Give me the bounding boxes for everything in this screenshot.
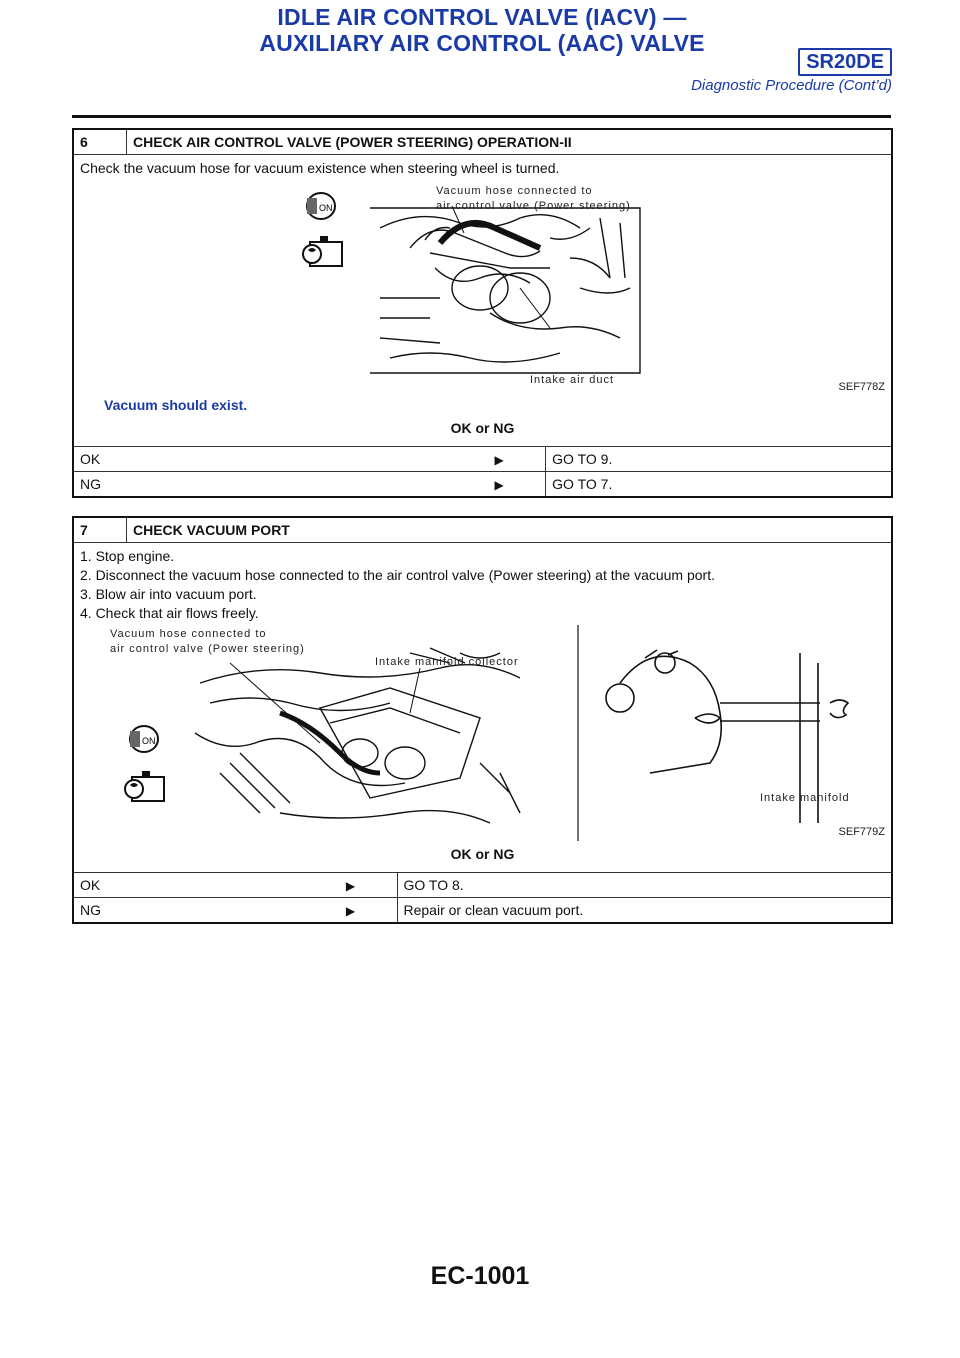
step-6-okng: OK or NG <box>450 420 515 436</box>
svg-text:ON: ON <box>142 736 156 746</box>
title-line-2: AUXILIARY AIR CONTROL (AAC) VALVE <box>259 30 705 56</box>
step-6-table <box>72 128 893 498</box>
step-7-body <box>73 543 892 873</box>
result-arrow-icon: ▶ <box>305 898 398 924</box>
fig6-code: SEF778Z <box>838 381 885 393</box>
step-7-figure <box>80 623 885 841</box>
step-6-note: Vacuum should exist. <box>104 397 248 413</box>
step-6-figure <box>80 178 885 396</box>
step-6-ng-label: NG <box>73 472 453 498</box>
fig6-label-hose-1: Vacuum hose connected to <box>436 185 593 197</box>
step-6-body-row <box>73 155 892 447</box>
step-6-result-ok <box>73 447 892 472</box>
fig7-code: SEF779Z <box>838 826 885 838</box>
engine-running-icon <box>303 236 342 266</box>
step-7-item-2: 2. Disconnect the vacuum hose connected to the air control valve (Power steering) at the vacuum port. <box>80 567 715 583</box>
step-7-result-ng <box>73 898 892 924</box>
step-7-ok-label: OK <box>73 873 305 898</box>
step-7-ng-text: Repair or clean vacuum port. <box>397 898 892 924</box>
title-line-1: IDLE AIR CONTROL VALVE (IACV) — <box>277 4 687 30</box>
page-header <box>72 4 892 94</box>
step-7-item-4: 4. Check that air flows freely. <box>80 605 259 621</box>
ignition-on-icon <box>307 193 335 219</box>
vacuum-hose-highlight <box>440 223 540 248</box>
step-6-ok-text: GO TO 9. <box>546 447 892 472</box>
step-7-title: CHECK VACUUM PORT <box>127 517 893 543</box>
engine-badge: SR20DE <box>798 48 892 76</box>
step-7-okng: OK or NG <box>450 846 515 862</box>
fig6-label-duct: Intake air duct <box>530 374 615 386</box>
fig7-label-collector: Intake manifold collector <box>375 656 519 668</box>
section-subtitle: Diagnostic Procedure (Cont’d) <box>691 77 892 94</box>
step-7-ng-label: NG <box>73 898 305 924</box>
fig7-label-manifold: Intake manifold <box>760 792 850 804</box>
step-6-instruction: Check the vacuum hose for vacuum existence when steering wheel is turned. <box>80 160 560 176</box>
step-6-ng-text: GO TO 7. <box>546 472 892 498</box>
step-7-result-ok <box>73 873 892 898</box>
result-arrow-icon: ▶ <box>453 447 546 472</box>
step-7-ok-text: GO TO 8. <box>397 873 892 898</box>
result-arrow-icon: ▶ <box>305 873 398 898</box>
step-6-number: 6 <box>73 129 127 155</box>
step-7-item-3: 3. Blow air into vacuum port. <box>80 586 257 602</box>
step-6-result-ng <box>73 472 892 498</box>
page-number: EC-1001 <box>430 1262 530 1290</box>
result-arrow-icon: ▶ <box>453 472 546 498</box>
step-7-body-row <box>73 543 892 873</box>
step-6-body <box>73 155 892 447</box>
fig7-label-hose-2: air control valve (Power steering) <box>110 643 305 655</box>
step-7-header-row <box>73 517 892 543</box>
fig6-label-hose-2: air control valve (Power steering) <box>436 200 631 212</box>
step-6-title: CHECK AIR CONTROL VALVE (POWER STEERING) OPERATION-II <box>127 129 893 155</box>
svg-text:ON: ON <box>319 203 333 213</box>
step-7-number: 7 <box>73 517 127 543</box>
header-rule <box>72 115 891 118</box>
step-6-ok-label: OK <box>73 447 453 472</box>
vacuum-hose-highlight <box>280 713 380 773</box>
step-6-header-row <box>73 129 892 155</box>
step-7-table <box>72 516 893 924</box>
engine-running-icon <box>125 771 164 801</box>
page-title <box>72 4 892 56</box>
ignition-on-icon <box>130 726 158 752</box>
step-7-item-1: 1. Stop engine. <box>80 548 175 564</box>
fig7-label-hose-1: Vacuum hose connected to <box>110 628 267 640</box>
